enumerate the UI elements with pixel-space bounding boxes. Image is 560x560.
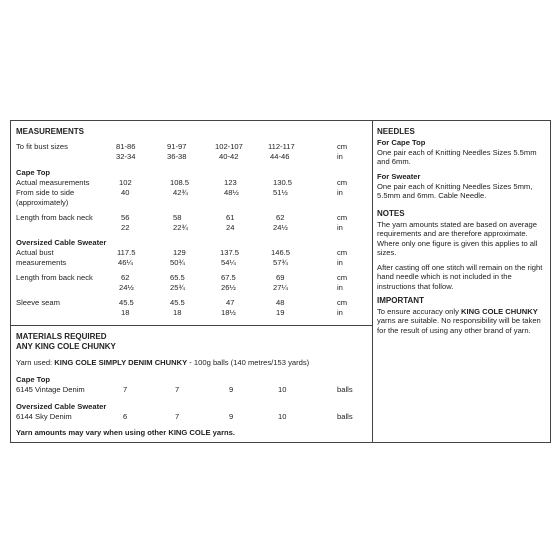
cape-length-in-2: 22¾ (173, 223, 188, 232)
yarn-prefix: Yarn used: (16, 358, 55, 367)
important-text (377, 307, 547, 335)
notes-heading: NOTES (377, 209, 405, 218)
unit-in: in (337, 223, 343, 232)
sweater-actual-in-2: 50¾ (170, 258, 185, 267)
cape-actual-1: 102 (119, 178, 132, 187)
cape-side-label: From side to side (16, 188, 75, 197)
sweater-length-cm-1: 62 (121, 273, 130, 282)
sweater-actual-cm-2: 129 (173, 248, 186, 257)
important-heading: IMPORTANT (377, 296, 424, 305)
cape-actual-3: 123 (224, 178, 237, 187)
sleeve-in-1: 18 (121, 308, 130, 317)
cape-length-cm-1: 56 (121, 213, 130, 222)
unit-cm: cm (337, 178, 348, 187)
needles-cape-text: One pair each of Knitting Needles Sizes 5.5mm and 6mm. (377, 148, 537, 167)
sweater-balls-4: 10 (278, 412, 287, 421)
cape-length-in-1: 22 (121, 223, 130, 232)
important-post: yarns are suitable. No responsibility will be taken for the result of using any other brand of yarn. (377, 316, 541, 335)
sweater-length-label: Length from back neck (16, 273, 93, 282)
bust-in-3: 40-42 (219, 152, 239, 161)
cape-actual-2: 108.5 (170, 178, 190, 187)
yarn-suffix: - 100g balls (140 metres/153 yards) (187, 358, 310, 367)
cape-balls-4: 10 (278, 385, 287, 394)
cape-colour: 6145 Vintage Denim (16, 385, 85, 394)
cape-balls-3: 9 (229, 385, 234, 394)
materials-sweater-title: Oversized Cable Sweater (16, 402, 107, 411)
sweater-title: Oversized Cable Sweater (16, 238, 107, 247)
needles-sweater-text: One pair each of Knitting Needles Sizes 5mm, 5.5mm and 6mm. Cable Needle. (377, 182, 533, 201)
bust-cm-2: 91-97 (167, 142, 187, 151)
sweater-actual-label: Actual bust (16, 248, 54, 257)
notes-text-2: After casting off one stitch will remain on the right hand needle which is not included in the instructions that follow. (377, 263, 543, 291)
sleeve-cm-3: 47 (226, 298, 235, 307)
cape-length-in-4: 24½ (273, 223, 288, 232)
unit-cm: cm (337, 298, 348, 307)
materials-heading: MATERIALS REQUIRED (16, 332, 107, 341)
unit-cm: cm (337, 142, 348, 151)
unit-cm: cm (337, 248, 348, 257)
cape-balls-1: 7 (123, 385, 128, 394)
cape-side-4: 51½ (273, 188, 288, 197)
unit-in: in (337, 258, 343, 267)
balls-label: balls (337, 412, 353, 421)
yarn-note: Yarn amounts may vary when using other KING COLE yarns. (16, 428, 236, 437)
sleeve-in-2: 18 (173, 308, 182, 317)
unit-in: in (337, 283, 343, 292)
sweater-length-in-2: 25¾ (170, 283, 185, 292)
cape-length-in-3: 24 (226, 223, 235, 232)
bust-in-1: 32-34 (116, 152, 136, 161)
sleeve-in-4: 19 (276, 308, 285, 317)
sleeve-cm-2: 45.5 (170, 298, 185, 307)
balls-label: balls (337, 385, 353, 394)
sweater-balls-1: 6 (123, 412, 128, 421)
sweater-balls-3: 9 (229, 412, 234, 421)
cape-side-1: 40 (121, 188, 130, 197)
measurements-heading: MEASUREMENTS (16, 127, 85, 136)
sweater-actual-cm-4: 146.5 (271, 248, 291, 257)
cape-actual-4: 130.5 (273, 178, 293, 187)
sweater-actual-label-2: measurements (16, 258, 67, 267)
unit-cm: cm (337, 213, 348, 222)
yarn-used-line (16, 358, 309, 367)
bust-cm-4: 112-117 (268, 142, 295, 151)
sweater-length-cm-3: 67.5 (221, 273, 236, 282)
sweater-length-in-1: 24½ (119, 283, 134, 292)
sweater-balls-2: 7 (175, 412, 180, 421)
unit-in: in (337, 152, 343, 161)
unit-cm: cm (337, 273, 348, 282)
notes-text-1: The yarn amounts stated are based on average requirements and are therefore approximate. Where only one figure is given this applies to all sizes. (377, 220, 538, 258)
sleeve-in-3: 18½ (221, 308, 236, 317)
unit-in: in (337, 308, 343, 317)
needles-cape-title: For Cape Top (377, 138, 426, 147)
sweater-length-cm-2: 65.5 (170, 273, 185, 282)
sweater-actual-cm-1: 117.5 (117, 248, 136, 257)
sweater-colour: 6144 Sky Denim (16, 412, 72, 421)
materials-subheading: ANY KING COLE CHUNKY (16, 342, 116, 351)
bust-in-4: 44-46 (270, 152, 290, 161)
sweater-actual-cm-3: 137.5 (220, 248, 240, 257)
sweater-length-cm-4: 69 (276, 273, 285, 282)
bust-in-2: 36-38 (167, 152, 187, 161)
sweater-length-in-4: 27¼ (273, 283, 288, 292)
cape-balls-2: 7 (175, 385, 180, 394)
cape-top-title: Cape Top (16, 168, 51, 177)
bust-cm-3: 102-107 (215, 142, 243, 151)
needles-heading: NEEDLES (377, 127, 415, 136)
cape-side-3: 48½ (224, 188, 239, 197)
sweater-actual-in-3: 54¼ (221, 258, 236, 267)
unit-in: in (337, 188, 343, 197)
cape-length-cm-3: 61 (226, 213, 235, 222)
bust-cm-1: 81-86 (116, 142, 136, 151)
cape-side-approx: (approximately) (16, 198, 69, 207)
needles-sweater-title: For Sweater (377, 172, 421, 181)
sweater-actual-in-4: 57¾ (273, 258, 288, 267)
sweater-length-in-3: 26½ (221, 283, 236, 292)
materials-cape-title: Cape Top (16, 375, 51, 384)
sleeve-cm-4: 48 (276, 298, 285, 307)
cape-side-2: 42¾ (173, 188, 188, 197)
cape-length-cm-2: 58 (173, 213, 182, 222)
yarn-name: KING COLE SIMPLY DENIM CHUNKY (54, 358, 188, 367)
important-pre: To ensure accuracy only (377, 307, 461, 316)
cape-actual-label: Actual measurements (16, 178, 90, 187)
sleeve-cm-1: 45.5 (119, 298, 134, 307)
cape-length-cm-4: 62 (276, 213, 285, 222)
bust-label: To fit bust sizes (16, 142, 68, 151)
sweater-actual-in-1: 46¼ (118, 258, 133, 267)
sleeve-label: Sleeve seam (16, 298, 60, 307)
cape-length-label: Length from back neck (16, 213, 93, 222)
important-brand: KING COLE CHUNKY (461, 307, 538, 316)
